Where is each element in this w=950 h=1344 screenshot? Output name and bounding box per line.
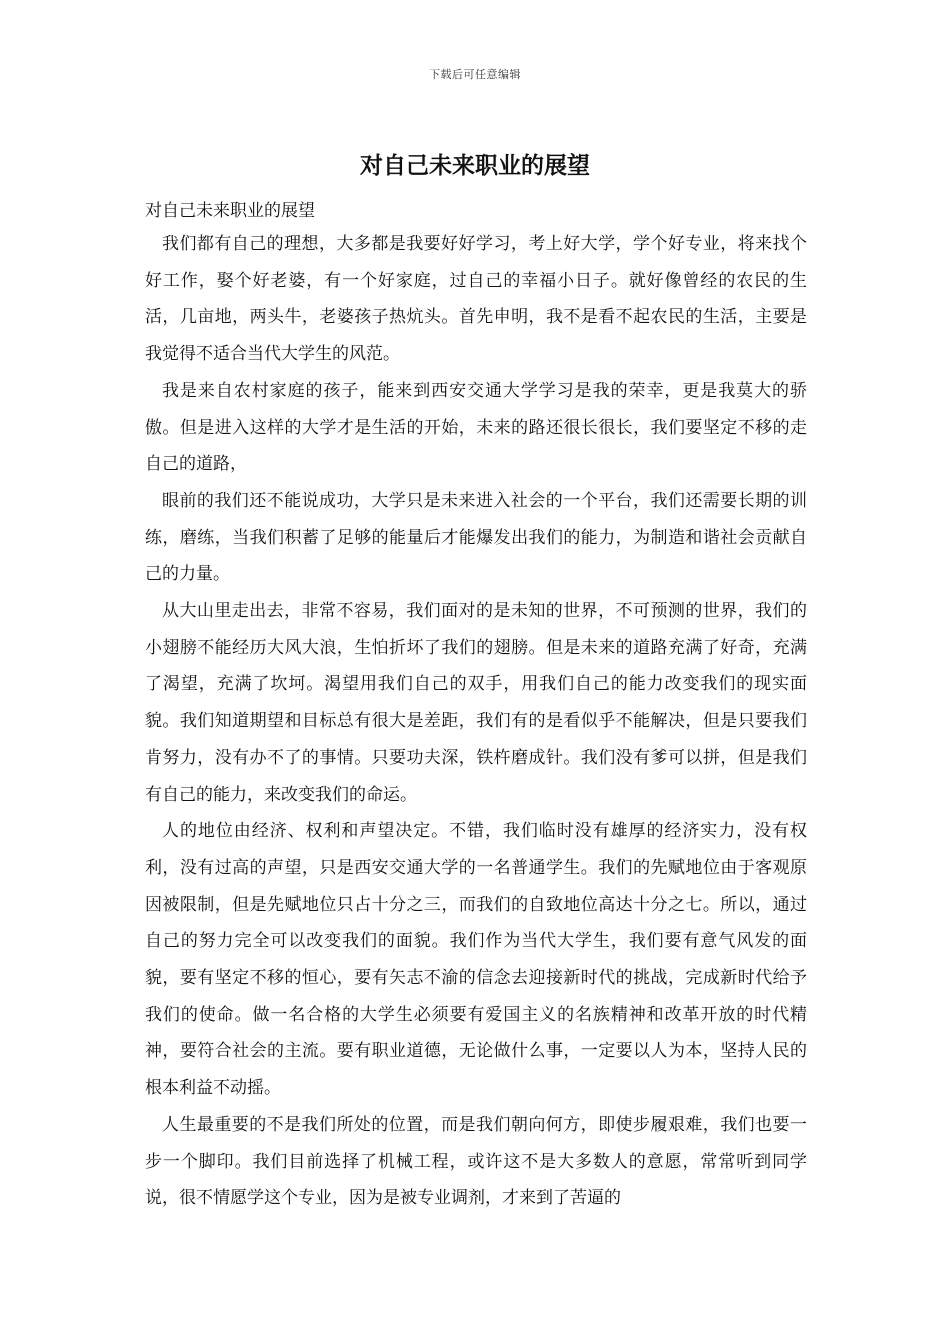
paragraph-3: 眼前的我们还不能说成功，大学只是未来进入社会的一个平台，我们还需要长期的训练，磨练，当我们积蓄了足够的能量后才能爆发出我们的能力，为制造和谐社会贡献自己的力量。: [145, 490, 807, 585]
paragraph-4: 从大山里走出去，非常不容易，我们面对的是未知的世界，不可预测的世界，我们的小翅膀不能经历大风大浪，生怕折坏了我们的翅膀。但是未来的道路充满了好奇，充满了渴望，充满了坎坷。渴望用我们自己的双手，用我们自己的能力改变我们的现实面貌。我们知道期望和目标总有很大是差距，我们有的是看似乎不能解决，但是只要我们肯努力，没有办不了的事情。只要功夫深，铁杵磨成针。我们没有爹可以拼，但是我们有自己的能力，来改变我们的命运。: [145, 601, 807, 805]
document-subtitle: 对自己未来职业的展望: [145, 201, 315, 221]
paragraph-6: 人生最重要的不是我们所处的位置，而是我们朝向何方，即使步履艰难，我们也要一步一个脚印。我们目前选择了机械工程，或许这不是大多数人的意愿，常常听到同学说，很不情愿学这个专业，因为是被专业调剂，才来到了苦逼的: [145, 1114, 807, 1209]
paragraph-5: 人的地位由经济、权利和声望决定。不错，我们临时没有雄厚的经济实力，没有权利，没有过高的声望，只是西安交通大学的一名普通学生。我们的先赋地位由于客观原因被限制，但是先赋地位只占十分之三，而我们的自致地位高达十分之七。所以，通过自己的努力完全可以改变我们的面貌。我们作为当代大学生，我们要有意气风发的面貌，要有坚定不移的恒心，要有矢志不渝的信念去迎接新时代的挑战，完成新时代给予我们的使命。做一名合格的大学生必须要有爱国主义的名族精神和改革开放的时代精神，要符合社会的主流。要有职业道德，无论做什么事，一定要以人为本，坚持人民的根本利益不动摇。: [145, 821, 807, 1099]
paragraph-2: 我是来自农村家庭的孩子，能来到西安交通大学学习是我的荣幸，更是我莫大的骄傲。但是进入这样的大学才是生活的开始，未来的路还很长很长，我们要坚定不移的走自己的道路，: [145, 380, 807, 475]
document-body: [145, 196, 807, 1217]
paragraph-1: 我们都有自己的理想，大多都是我要好好学习，考上好大学，学个好专业，将来找个好工作，娶个好老婆，有一个好家庭，过自己的幸福小日子。就好像曾经的农民的生活，几亩地，两头牛，老婆孩子热炕头。首先申明，我不是看不起农民的生活，主要是我觉得不适合当代大学生的风范。: [145, 234, 807, 365]
header-note: 下载后可任意编辑: [429, 68, 521, 81]
document-title: 对自己未来职业的展望: [360, 152, 590, 179]
